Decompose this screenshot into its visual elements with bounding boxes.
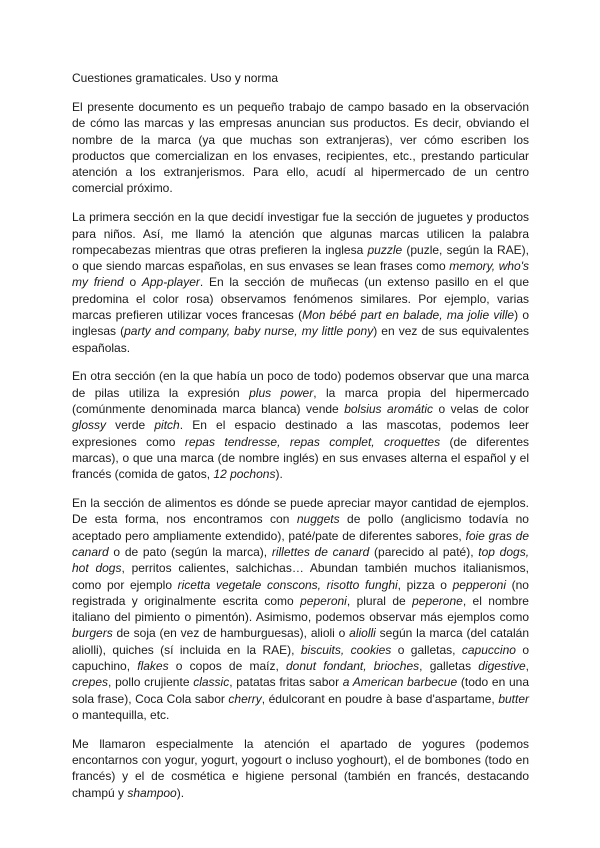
- text-run: , patatas fritas sabor: [229, 675, 343, 690]
- italic-term: a American barbecue: [342, 675, 458, 690]
- text-run: , galletas: [419, 659, 479, 673]
- italic-term: cherry: [228, 691, 262, 706]
- italic-term: crepes: [72, 675, 109, 690]
- text-run: , plural de: [346, 593, 413, 608]
- paragraph: [72, 368, 529, 482]
- italic-term: donut fondant, brioches: [286, 659, 420, 673]
- italic-term: nuggets: [296, 512, 340, 527]
- text-run: . En el espacio destinado a las mascotas, podemos leer expresiones como: [72, 418, 529, 449]
- italic-term: biscuits, cookies: [300, 642, 392, 657]
- italic-term: butter: [498, 691, 529, 706]
- text-run: de pollo (anglicismo todavía no aceptado pero ampliamente extendido), paté/pate de diferentes sabores,: [72, 512, 529, 543]
- italic-term: pepperoni: [452, 577, 506, 592]
- italic-term: repas tendresse, repas complet, croquettes: [184, 434, 441, 449]
- italic-term: peperoni: [300, 593, 347, 608]
- text-run: , perritos calientes, salchichas… Abundan también muchos italianismos, como por ejemplo: [72, 561, 529, 592]
- paragraph: [72, 736, 529, 801]
- text-run: o galletas,: [391, 642, 462, 657]
- text-run: o copos de maíz,: [168, 659, 286, 673]
- text-run: , édulcorant en poudre à base d'aspartame,: [261, 691, 499, 706]
- document-body: [72, 99, 529, 801]
- text-run: ) en vez de sus equivalentes españolas.: [72, 324, 530, 355]
- text-run: ).: [275, 467, 283, 482]
- text-run: En la sección de alimentos es dónde se puede apreciar mayor cantidad de ejemplos. De esta forma, nos encontramos con: [72, 496, 529, 527]
- italic-term: glossy: [72, 418, 107, 433]
- italic-term: memory, who's my friend: [72, 259, 530, 290]
- italic-term: Mon bébé part en balade, ma jolie ville: [302, 308, 515, 323]
- paragraph: [72, 99, 529, 197]
- text-run: , pizza o: [397, 577, 453, 592]
- text-run: o: [123, 275, 142, 290]
- italic-term: flakes: [137, 659, 169, 673]
- italic-term: bolsius aromátic: [344, 402, 434, 417]
- italic-term: App-player: [141, 275, 200, 290]
- italic-term: puzzle: [367, 242, 403, 257]
- text-run: Me llamaron especialmente la atención el apartado de yogures (podemos encontarnos con yogur, yogurt, yogourt o incluso yoghourt), el de bombones (todo en francés) y el de cosmética e higiene personal (también en francés, destacando champú y: [72, 736, 529, 800]
- text-run: (puzle, según la RAE), o que siendo marcas españolas, en sus envases se lean frases como: [72, 242, 529, 274]
- text-run: (no registrada y originalmente escrita como: [72, 577, 529, 608]
- italic-term: top dogs, hot dogs: [72, 544, 530, 576]
- italic-term: plus power: [249, 385, 314, 400]
- text-run: verde: [106, 418, 155, 433]
- text-run: o capuchino,: [72, 642, 529, 673]
- italic-term: rillettes de canard: [271, 544, 370, 559]
- italic-term: capuccino: [461, 642, 516, 657]
- italic-term: peperone: [412, 593, 463, 608]
- italic-term: aliolli: [349, 626, 376, 641]
- text-run: En otra sección (en la que había un poco de todo) podemos observar que una marca de pilas utiliza la expresión: [72, 369, 529, 400]
- text-run: o velas de color: [433, 402, 529, 417]
- italic-term: classic: [193, 675, 230, 690]
- text-run: de soja (en vez de hamburguesas), alioli o: [112, 626, 350, 641]
- text-run: , el nombre italiano del pimiento o pimentón). Asimismo, podemos observar más ejemplos como: [72, 593, 529, 625]
- text-run: El presente documento es un pequeño trabajo de campo basado en la observación de cómo las marcas y las empresas anuncian sus productos. Es decir, obviando el nombre de la marca (ya que muchas son extranjeras), ver cómo escriben los productos que comercializan en los envases, recipientes, etc., prestando particular atención a los extranjerismos. Para ello, acudí al hipermercado de un centro comercial próximo.: [72, 100, 529, 196]
- text-run: , la marca propia del hipermercado (comúnmente denominada marca blanca) vende: [72, 385, 529, 417]
- italic-term: digestive: [478, 659, 526, 673]
- paragraph: [72, 209, 529, 356]
- text-run: (todo en una sola frase), Coca Cola sabor: [72, 675, 530, 706]
- paragraph: [72, 495, 529, 723]
- italic-term: ricetta vegetale conscons, risotto funghi: [177, 577, 398, 592]
- text-run: o de pato (según la marca),: [108, 544, 272, 559]
- text-run: ).: [176, 785, 185, 800]
- text-run: , pollo crujiente: [108, 675, 194, 690]
- text-run: (de diferentes marcas), o que una marca (de nombre inglés) en sus envases alterna el español y el francés (comida de gatos,: [72, 434, 529, 482]
- italic-term: pitch: [154, 418, 180, 433]
- italic-term: burgers: [72, 626, 113, 641]
- text-run: La primera sección en la que decidí investigar fue la sección de juguetes y productos para niños. Así, me llamó la atención que algunas marcas utilicen la palabra rompecabezas mientras que otras prefieren la inglesa: [72, 210, 529, 257]
- italic-term: party and company, baby nurse, my little pony: [124, 324, 374, 339]
- text-run: ,: [525, 659, 529, 673]
- italic-term: foie gras de canard: [72, 528, 529, 559]
- italic-term: 12 pochons: [213, 467, 276, 482]
- text-run: o mantequilla, etc.: [72, 707, 170, 722]
- italic-term: shampoo: [127, 785, 177, 800]
- text-run: . En la sección de muñecas (un extenso pasillo en el que predomina el color rosa) observamos fenómenos similares. Por ejemplo, varias marcas prefieren utilizar voces francesas (: [72, 275, 529, 323]
- text-run: ) o inglesas (: [72, 308, 529, 339]
- document-title: Cuestiones gramaticales. Uso y norma: [72, 71, 279, 85]
- text-run: según la marca (del catalán aliolli), quiches (sí incluida en la RAE),: [72, 626, 529, 657]
- text-run: (parecido al paté),: [369, 544, 479, 559]
